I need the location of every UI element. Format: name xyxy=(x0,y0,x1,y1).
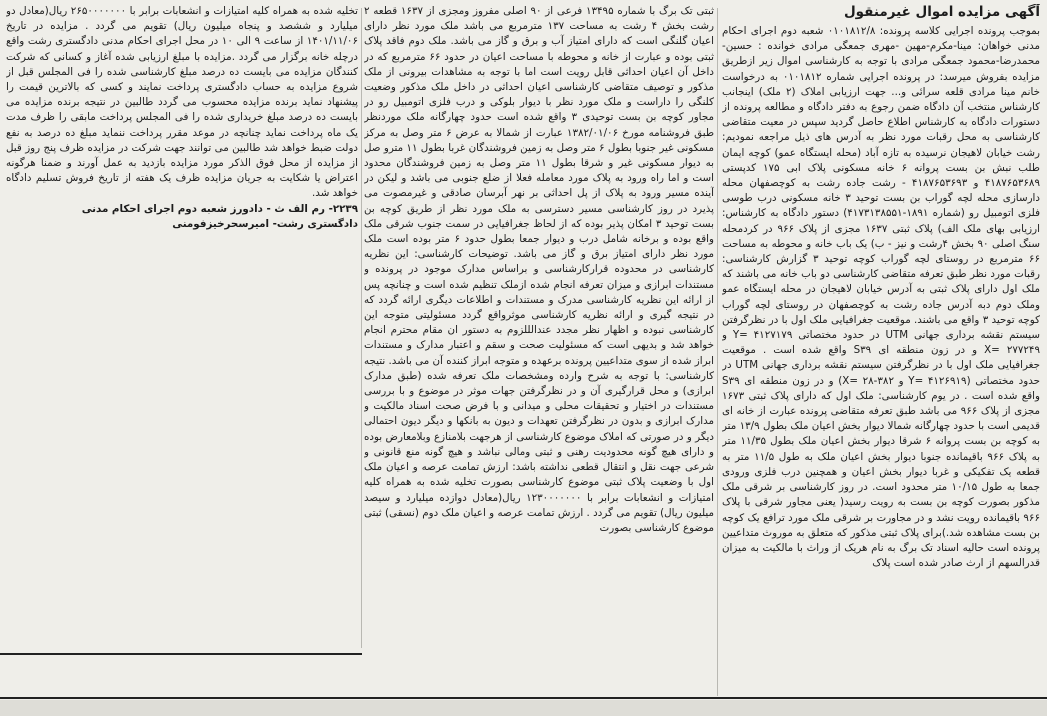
notice-column-2 xyxy=(364,4,714,648)
notice-column-1 xyxy=(722,4,1040,696)
notice-body-part-2: ثبتی تک برگ با شماره ۱۳۴۹۵ فرعی از ۹۰ اصلی مفروز ومجزی از ۱۶۳۷ قطعه ۲ رشت بخش ۴ رشت به مساحت ۱۳۷ مترمربع می باشد ملک مورد نظر دارای اعیان گلنگی است که دارای امتیاز آب و برق و گاز می باشد. ملک دوم فاقد پلاک ثبتی بوده و عبارت از خانه و محوطه با مساحت اعیان در حدود ۶۶ مترمربع که در داخل آن اعیان احداثی قابل رویت است اما با توجه به مشاهدات بیرونی از ملک مذکور و توصیف متقاضی کارشناسی اعیان احداثی در داخل ملک مذکور وضعیت کلنگی را داراست و ملک مورد نظر با دیوار بلوکی و درب فلزی اتومبیل رو در مجاور کوچه بن بست توحیدی ۳ واقع شده است حدود چهارگانه ملک موردنظر طبق فروشنامه مورخ ۱۳۸۲/۰۱/۰۶ عبارت از شمالا به عرض ۶ متر وصل به مرکز مسکونی غیر جنوبا بطول ۶ متر وصل به زمین فروشندگان غربا بطول ۱۱ مترو صل به دیوار مسکونی غیر و شرقا بطول ۱۱ متر وصل به زمین فروشندگان محدود است و اما راه ورود به پلاک مورد معامله فعلا از ضلع جنوبی می باشد و لیکن در آینده مسیر ورود به پلاک از پل احداثی بر نهر آبرسان صادقی و غیرمصوت می پذیرد در روز کارشناسی مسیر دسترسی به ملک مورد نظر از طریق کوچه بن بست توحید ۳ امکان پذیر بوده که از لحاظ جغرافیایی در سمت جنوب شرقی ملک واقع بوده و برخانه شامل درب و دیوار جمعا بطول حدود ۶ متر بوده است ملک مورد نظر دارای امتیاز برق و گاز می باشد. توضیحات کارشناسی: این نظریه کارشناسی در محدوده قرارکارشناسی و براساس مدارک موجود در پرونده و مستندات ابرازی و میزان تعرفه انجام شده ازملک تنظیم شده است و چنانچه پس از ارائه این نظریه کارشناسی مدرک و مستندات و اطلاعات دیگری ارائه گردد که در نتیجه گیری و ارائه نظریه کارشناسی موثرواقع گردد مسئولیتی متوجه این کارشناسی نبوده و اظهار نظر مجدد عندالللزوم به دستور ان مقام محترم انجام خواهد شد و بدیهی است که مسئولیت صحت و سقم و اعتبار مدارک و مستندات ابراز شده از سوی متداعیین پرونده برعهده و متوجه ابراز کننده آن می باشد. نتیجه کارشناسی: با توجه به شرح وارده ومشخصات ملک تعرفه شده (طبق مدارک ابرازی) و محل قرارگیری آن و در نظرگرفتن جهات موثر در موضوع و با بررسی مستندات در اختیار و تحقیقات محلی و میدانی و با فرض صحت اسناد مالکیت و مدارک ابرازی و بدون در نظرگرفتن تعهدات و دیون به بانکها و دیگر دیون احتمالی دیگر و در صورتی که املاک موضوع کارشناسی از هرجهت بلامنازع وبلامعارض بوده و دارای هیچ گونه محدودیت رهنی و ثبتی ومالی نباشد و هیچ گونه منع قانونی و شرعی جهت نقل و انتقال قطعی نداشته باشد: ارزش تمامت عرصه و اعیان ملک اول با وضعیت پلاک ثبتی موضوع کارشناسی بصورت تخلیه شده به همراه کلیه امتیازات و انشعابات برابر با ۱۲۳۰۰۰۰۰۰۰ ریال(معادل دوازده میلیارد و سیصد میلیون ریال) تقویم می گردد . ارزش تمامت عرصه و اعیان ملک دوم (نسقی) ثبتی موضوع کارشناسی بصورت xyxy=(364,5,714,534)
notice-title: آگهی مزایده اموال غیرمنقول xyxy=(843,4,1040,20)
signature-line-1: ۲۲۳۹- رم الف ث - دادورز شعبه دوم اجرای احکام مدنی xyxy=(81,202,358,215)
notice-body-part-3: تخلیه شده به همراه کلیه امتیازات و انشعابات برابر با ۲۶۵۰۰۰۰۰۰۰ ریال(معادل دو میلیارد و ششصد و پنجاه میلیون ریال) تقویم می گردد . مزایده در تاریخ ۱۴۰۱/۱۱/۰۶ از ساعت ۹ الی ۱۰ در محل اجرای احکام مدنی دادگستری رشت واقع درچله خانه برگزار می گردد .مزایده با مبلغ ارزیابی شده آغاز و کسانی که شرکت کنندگان مزایده می بایست ده درصد مبلغ کارشناسی شده را فی المجلس قبل از شروع مزایده به حساب دادگستری پرداخت نمایند و کسی که بالاترین قیمت را پیشنهاد نماید برنده مزایده محسوب می گردد طالبین در نتیجه برنده مزایده می بایست ده درصد مبلغ خریداری شده را فی المجلس پرداخت مابقی را ظرف مدت یک ماه پرداخت نماید چنانچه در موعد مقرر پرداخت ننماید مبلغ ده درصد به نفع دولت ضبط خواهد شد طالبین می توانند جهت شرکت در مزایده ظرف پنج روز قبل از مزایده از محل فوق الذکر مورد مزایده بازدید به عمل آورند و ضمنا هرگونه اعتراض یا شکایت به جریان مزایده ظرف یک هفته از تاریخ فروش تسلیم دادگاه خواهد شد. xyxy=(6,5,358,200)
page-bottom-rule xyxy=(0,697,1047,699)
column-divider xyxy=(361,8,362,648)
notice-separator-rule xyxy=(0,653,362,655)
signature-line-2: دادگستری رشت- امیرسحرخیزفومنی xyxy=(172,217,358,230)
page-margin xyxy=(0,700,1047,716)
notice-body-part-1: بموجب پرونده اجرایی کلاسه پرونده: ۰۱۰۱۸۱۲/۸ شعبه دوم اجرای احکام مدنی خواهان: مینا-مکرم-مهین -مهری جمعگی مرادی خوانده : حسین- محمدرضا-محمود جمعگی مرادی با توجه به کارشناسی اموال زیر ازطریق مزایده بفروش میرسد: در پرونده اجرایی شماره ۰۱۰۱۸۱۲ به درخواست خانم مینا مرادی قلعه سرائی و... جهت ارزیابی املاک (۲ ملک) اینجانب کارشناس منتخب آن دادگاه ضمن رجوع به دفتر دادگاه و مطالعه پرونده از دستورات دادگاه به کارشناس اطلاع حاصل گردید سپس در معیت متقاضی کارشناسی به محل رقبات مورد نظر به آدرس های ذیل مراجعه نمودیم: رشت خیابان لاهیجان نرسیده به تازه آباد (محله ایستگاه عمو) کوچه ایمان طلب نبش بن بست پروانه ۶ خانه مسکونی پلاک ابی ۱۷۵ کدپستی ۴۱۸۷۶۵۳۶۸۹ و ۴۱۸۷۶۵۳۶۹۳ - رشت جاده رشت به کوچصفهان محله دارسازی محله لچه گوراب بن بست توحید ۳ خانه مسکونی درب طوسی فلزی اتومبیل رو (شماره ۱۸۹۱-۴۱۷۳۱۳۸۵۵۱) دستور دادگاه به کارشناس: ارزیابی بهای ملک الف) پلاک ثبتی ۱۶۳۷ مجزی از پلاک ۹۶۶ در کردمحله سنگ اصلی ۹۰ بخش ۴رشت و نیز - ب) یک باب خانه و محوطه به مساحت ۶۶ مترمربع در روستای لچه گوراب کوچه توحید ۳ گزارش کارشناسی: رقبات مورد نظر طبق تعرفه متقاضی کارشناسی دو باب خانه می باشند که ملک اول دارای پلاک ثبتی به آدرس خیابان لاهیجان در محله ایستگاه عمو وملک دوم دبه آدرس جاده رشت به کوچصفهان در روستای لچه گوراب کوچه توحید ۳ واقع می باشند. موقعیت جغرافیایی ملک اول با در نظرگرفتن سیستم نقشه برداری جهانی UTM در حدود مختصاتی ۴۱۲۷۱۷۹ =Y و ۲۷۷۲۴۹ =X و در زون منطقه ای S۳۹ واقع شده است . موقعیت جغرافیایی ملک اول با در نظرگرفتن سیستم نقشه برداری جهانی UTM در حدود مختصاتی (۴۱۲۶۹۱۹ =Y و ۳۸۲-۲۸ =X) و در زون منطقه ای S۳۹ واقع شده است . در یوم کارشناسی: ملک اول که دارای پلاک ثبتی ۱۶۷۳ مجزی از پلاک ۹۶۶ می باشد طبق تعرفه متقاضی پرونده عبارت از خانه ای قدیمی است با حدود چهارگانه شمالا دیوار بخش اعیان ملک بطول ۱۳/۹ متر به کوچه بن بست پروانه ۶ شرقا دیوار بخش اعیان ملک بطول ۱۱/۳۵ متر به پلاک ۹۶۶ باقیمانده جنوبا دیوار بخش اعیان ملک به طول ۱۱/۵ متر به قطعه یک تفکیکی و غربا دیوار بخش اعیان و همچنین درب فلزی ورودی جمعا به طول ۱۰/۱۵ متر محدود است. در روز کارشناسی بر شرقی ملک مذکور بصورت کوچه بن بست به رویت رسید( یعنی مجاور شرقی با پلاک ۹۶۶ باقیمانده رویت نشد و در مجاورت بر شرقی ملک مورد ترافع یک کوچه بن بست مشاهده شد.)برای پلاک ثبتی مذکور که متعلق به موروث متداعیین پرونده است حالیه اسناد تک برگ به نام هریک از وراث با مالکیت به میزان قدرالسهم از ارث صادر شده است پلاک xyxy=(722,25,1040,570)
column-divider xyxy=(717,8,718,696)
notice-column-3 xyxy=(6,4,358,294)
